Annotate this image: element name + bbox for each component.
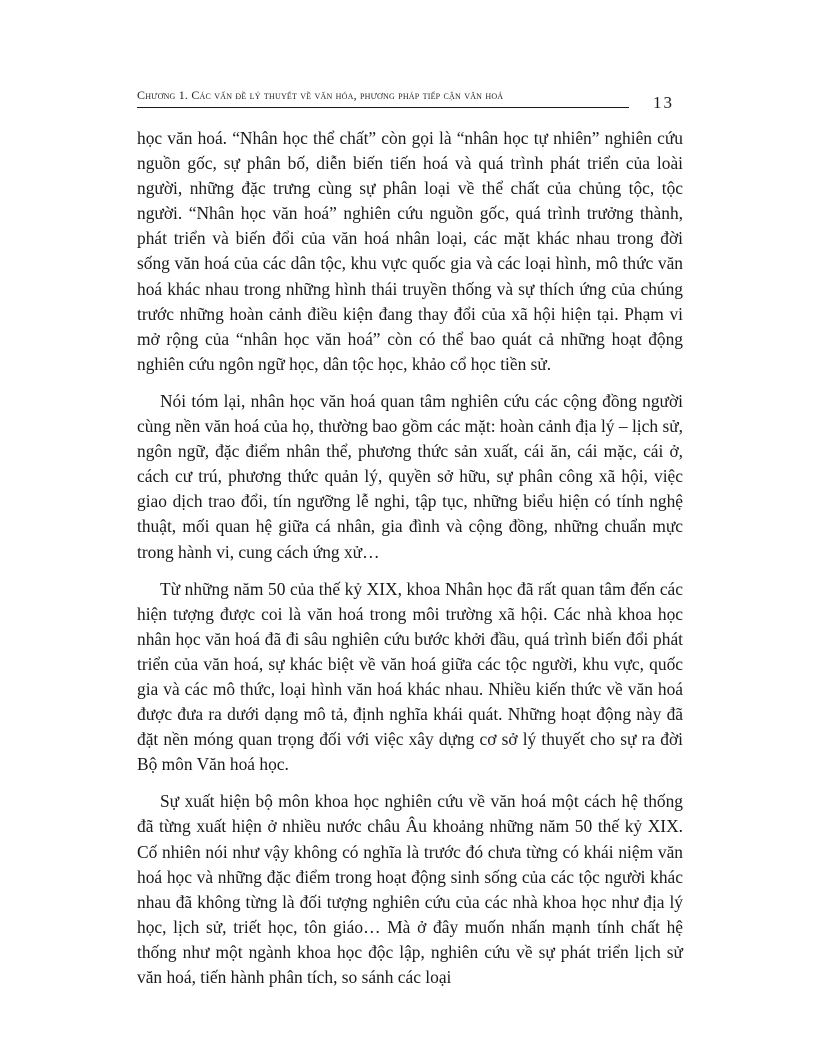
page-number: 13	[653, 93, 674, 112]
paragraph: Nói tóm lại, nhân học văn hoá quan tâm nghiên cứu các cộng đồng người cùng nền văn hoá của họ, thường bao gồm các mặt: hoàn cảnh địa lý – lịch sử, ngôn ngữ, đặc điểm nhân thể, phương thức sản xuất, cái ăn, cái mặc, cái ở, cách cư trú, phương thức quản lý, quyền sở hữu, sự phân công xã hội, việc giao dịch trao đổi, tín ngưỡng lễ nghi, tập tục, những biểu hiện có tính nghệ thuật, mối quan hệ giữa cá nhân, gia đình và cộng đồng, những chuẩn mực trong hành vi, cung cách ứng xử…	[137, 390, 683, 562]
paragraph: Từ những năm 50 của thế kỷ XIX, khoa Nhân học đã rất quan tâm đến các hiện tượng được coi là văn hoá trong môi trường xã hội. Các nhà khoa học nhân học văn hoá đã đi sâu nghiên cứu bước khởi đầu, quá trình biến đổi phát triển của văn hoá, sự khác biệt về văn hoá giữa các tộc người, khu vực, quốc gia và các mô thức, loại hình văn hoá khác nhau. Nhiều kiến thức về văn hoá được đưa ra dưới dạng mô tả, định nghĩa khái quát. Những hoạt động này đã đặt nền móng quan trọng đối với việc xây dựng cơ sở lý thuyết cho sự ra đời Bộ môn Văn hoá học.	[137, 578, 683, 775]
running-header: Chương 1. Các vấn đề lý thuyết về văn hóa, phương pháp tiếp cận văn hoá	[137, 88, 629, 108]
body-text	[137, 126, 683, 1002]
paragraph-continued: học văn hoá. “Nhân học thể chất” còn gọi là “nhân học tự nhiên” nghiên cứu nguồn gốc, sự phân bố, diễn biến tiến hoá và quá trình phát triển của loài người, những đặc trưng cùng sự phân loại về thể chất của chủng tộc, tộc người. “Nhân học văn hoá” nghiên cứu nguồn gốc, quá trình trưởng thành, phát triển và biến đổi của văn hoá nhân loại, các mặt khác nhau trong đời sống văn hoá của các dân tộc, khu vực quốc gia và các loại hình, mô thức văn hoá khác nhau trong những hình thái truyền thống và sự thích ứng của chúng trước những hoàn cảnh điều kiện đang thay đổi của xã hội hiện tại. Phạm vi mở rộng của “nhân học văn hoá” còn có thể bao quát cả những hoạt động nghiên cứu ngôn ngữ học, dân tộc học, khảo cổ học tiền sử.	[137, 128, 683, 374]
paragraph: Sự xuất hiện bộ môn khoa học nghiên cứu về văn hoá một cách hệ thống đã từng xuất hiện ở nhiều nước châu Âu khoảng những năm 50 thế kỷ XIX. Cố nhiên nói như vậy không có nghĩa là trước đó chưa từng có khái niệm văn hoá học và những đặc điểm trong hoạt động sinh sống của các tộc người khác nhau đã không từng là đối tượng nghiên cứu của các nhà khoa học như địa lý học, lịch sử, triết học, tôn giáo… Mà ở đây muốn nhấn mạnh tính chất hệ thống như một ngành khoa học độc lập, nghiên cứu về sự phát triển lịch sử văn hoá, tiến hành phân tích, so sánh các loại	[137, 791, 683, 987]
